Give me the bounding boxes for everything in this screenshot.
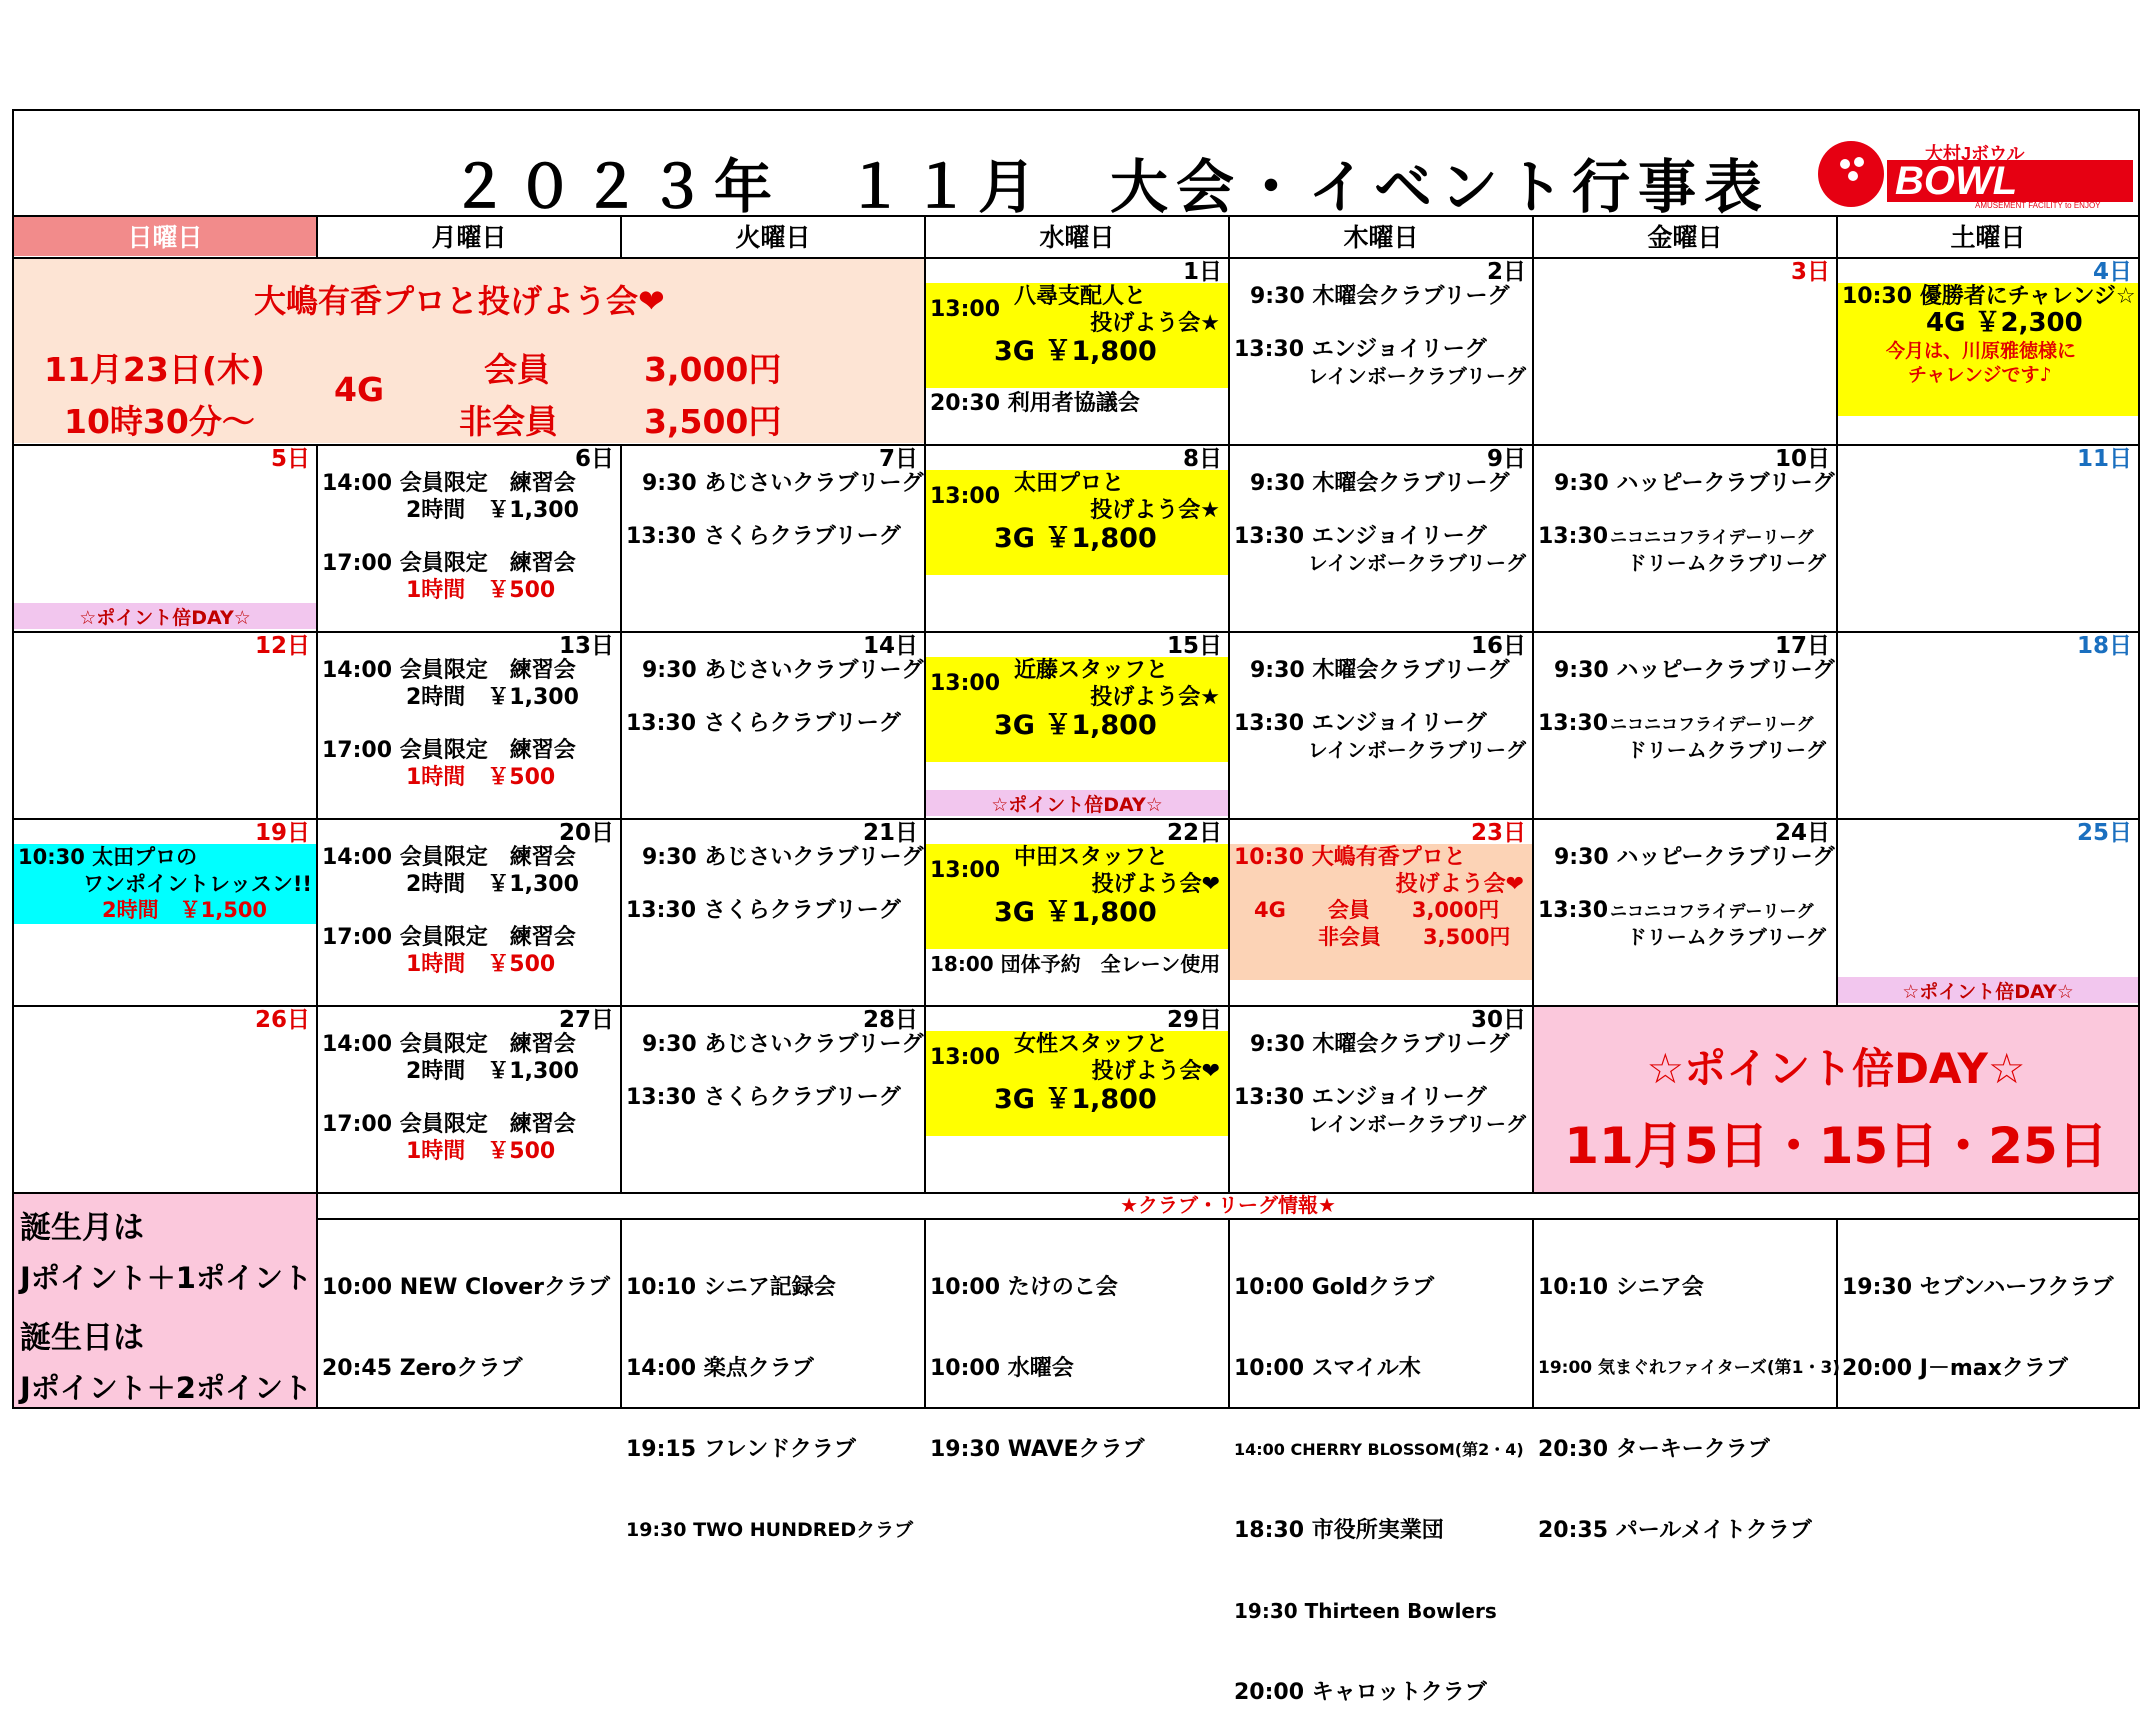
- list-item: 10:10 シニア記録会: [626, 1275, 836, 1300]
- list-item: 10:00 たけのこ会: [930, 1275, 1118, 1300]
- banner-nonmember-label: 非会員: [459, 402, 558, 441]
- day-cell-29: 29日 13:00 女性スタッフと 投げよう会❤ 3G ￥1,800: [930, 1007, 1222, 1115]
- day-cell-16: 16日 9:30 木曜会クラブリーグ 13:30 エンジョイリーグ レインボークラブリーグ: [1234, 633, 1526, 762]
- list-item: 19:30 Thirteen Bowlers: [1234, 1599, 1497, 1623]
- svg-text:大村Jボウル: 大村Jボウル: [1925, 144, 2025, 164]
- list-item: 18:30 市役所実業団: [1234, 1518, 1444, 1543]
- day-cell-3: 3日: [1790, 259, 1830, 285]
- day-cell-7: 7日 9:30 あじさいクラブリーグ 13:30 さくらクラブリーグ: [626, 446, 924, 549]
- banner-member-label: 会員: [484, 350, 550, 389]
- list-item: 10:00 Goldクラブ: [1234, 1275, 1435, 1300]
- club-list-saturday: [1842, 1220, 2114, 1409]
- list-item: 20:00 J－maxクラブ: [1842, 1356, 2068, 1381]
- day-cell-20: 20日 14:00 会員限定 練習会 2時間 ￥1,300 17:00 会員限定 練習会 1時間 ￥500: [322, 820, 614, 977]
- day-cell-26: 26日: [254, 1007, 310, 1033]
- day-cell-30: 30日 9:30 木曜会クラブリーグ 13:30 エンジョイリーグ レインボークラブリーグ: [1234, 1007, 1526, 1136]
- header-thursday: 木曜日: [1343, 223, 1419, 252]
- day-cell-27: 27日 14:00 会員限定 練習会 2時間 ￥1,300 17:00 会員限定 練習会 1時間 ￥500: [322, 1007, 614, 1164]
- club-header: ★クラブ・リーグ情報★: [1120, 1193, 1336, 1217]
- svg-text:AMUSEMENT FACILITY to ENJOY: AMUSEMENT FACILITY to ENJOY: [1975, 201, 2101, 210]
- list-item: 20:00 キャロットクラブ: [1234, 1680, 1487, 1705]
- list-item: 19:15 フレンドクラブ: [626, 1437, 856, 1462]
- banner-title: 大嶋有香プロと投げよう会❤: [254, 282, 665, 320]
- banner-date: 11月23日(木): [44, 350, 266, 389]
- day-cell-5: 5日: [270, 446, 310, 472]
- day-cell-25: 25日: [2076, 820, 2132, 846]
- list-item: 19:30 セブンハーフクラブ: [1842, 1275, 2114, 1300]
- header-saturday: 土曜日: [1950, 223, 2026, 252]
- day-cell-24: 24日 9:30 ハッピークラブリーグ 13:30 ニコニコフライデーリーグ ドリームクラブリーグ: [1538, 820, 1835, 949]
- bowl-logo: [1815, 138, 2135, 210]
- list-item: 10:00 NEW Cloverクラブ: [322, 1275, 610, 1300]
- day-cell-10: 10日 9:30 ハッピークラブリーグ 13:30 ニコニコフライデーリーグ ドリームクラブリーグ: [1538, 446, 1835, 575]
- page-title: ２０２３年 １１月 大会・イベント行事表: [450, 153, 1771, 221]
- club-list-wednesday: [930, 1220, 1145, 1490]
- banner-time: 10時30分～: [64, 402, 255, 441]
- list-item: 20:35 パールメイトクラブ: [1538, 1518, 1812, 1543]
- birthday-l1: 誕生月は: [20, 1210, 144, 1246]
- day-cell-15: 15日 13:00 近藤スタッフと 投げよう会★ 3G ￥1,800: [930, 633, 1222, 741]
- list-item: 10:00 水曜会: [930, 1356, 1074, 1381]
- day-cell-28: 28日 9:30 あじさいクラブリーグ 13:30 さくらクラブリーグ: [626, 1007, 924, 1110]
- banner-nonmember-price: 3,500円: [644, 402, 782, 441]
- day-cell-11: 11日: [2076, 446, 2132, 472]
- list-item: 14:00 CHERRY BLOSSOM(第2・4): [1234, 1440, 1524, 1459]
- point-box-line2: 11月5日・15日・25日: [1564, 1117, 2108, 1175]
- day-cell-2: 2日 9:30 木曜会クラブリーグ 13:30 エンジョイリーグ レインボークラブリーグ: [1234, 259, 1526, 388]
- point-box-line1: ☆ポイント倍DAY☆: [1646, 1044, 2026, 1093]
- club-list-friday: [1538, 1220, 1840, 1571]
- list-item: 10:10 シニア会: [1538, 1275, 1704, 1300]
- banner-member-price: 3,000円: [644, 350, 782, 389]
- list-item: 19:30 WAVEクラブ: [930, 1437, 1145, 1462]
- day-cell-12: 12日: [254, 633, 310, 659]
- day-cell-13: 13日 14:00 会員限定 練習会 2時間 ￥1,300 17:00 会員限定 練習会 1時間 ￥500: [322, 633, 614, 790]
- day-cell-1: 1日 13:00 八尋支配人と 投げよう会★ 3G ￥1,800 20:30 利用者協議会: [930, 259, 1222, 416]
- club-list-thursday: [1234, 1220, 1524, 1733]
- header-wednesday: 水曜日: [1039, 223, 1115, 252]
- day-cell-9: 9日 9:30 木曜会クラブリーグ 13:30 エンジョイリーグ レインボークラブリーグ: [1234, 446, 1526, 575]
- day-cell-17: 17日 9:30 ハッピークラブリーグ 13:30 ニコニコフライデーリーグ ドリームクラブリーグ: [1538, 633, 1835, 762]
- day-cell-4: 4日 10:30 優勝者にチャレンジ☆ 4G ￥2,300 今月は、川原雅徳様に チャレンジです♪: [1842, 259, 2136, 386]
- list-item: 14:00 楽点クラブ: [626, 1356, 814, 1381]
- list-item: 20:30 ターキークラブ: [1538, 1437, 1770, 1462]
- header-sunday: 日曜日: [14, 216, 316, 256]
- club-list-tuesday: [626, 1220, 913, 1571]
- birthday-l3: 誕生日は: [20, 1320, 144, 1356]
- header-tuesday: 火曜日: [735, 223, 811, 252]
- birthday-l2: Jポイント＋1ポイント: [20, 1261, 312, 1295]
- banner-games: 4G: [334, 370, 385, 409]
- birthday-l4: Jポイント＋2ポイント: [20, 1371, 312, 1405]
- svg-text:BOWL: BOWL: [1895, 159, 2018, 203]
- day-cell-8: 8日 13:00 太田プロと 投げよう会★ 3G ￥1,800: [930, 446, 1222, 554]
- day-cell-14: 14日 9:30 あじさいクラブリーグ 13:30 さくらクラブリーグ: [626, 633, 924, 736]
- day-cell-19: 19日 10:30 太田プロの ワンポイントレッスン!! 2時間 ￥1,500: [18, 820, 312, 922]
- list-item: 19:30 TWO HUNDREDクラブ: [626, 1519, 914, 1541]
- point-day-bar-25: ☆ポイント倍DAY☆: [1838, 977, 2138, 1003]
- club-list-monday: [322, 1220, 610, 1409]
- point-day-bar-15: ☆ポイント倍DAY☆: [926, 790, 1228, 816]
- day-cell-21: 21日 9:30 あじさいクラブリーグ 13:30 さくらクラブリーグ: [626, 820, 924, 923]
- header-monday: 月曜日: [431, 223, 507, 252]
- list-item: 19:00 気まぐれファイターズ(第1・3): [1538, 1358, 1841, 1378]
- day-cell-23: 23日 10:30 大嶋有香プロと 投げよう会❤ 4G 会員 3,000円 非会員 3,500円: [1234, 820, 1526, 949]
- banner-event: [14, 258, 924, 443]
- list-item: 20:45 Zeroクラブ: [322, 1356, 523, 1381]
- list-item: 10:00 スマイル木: [1234, 1356, 1421, 1381]
- day-cell-22: 22日 13:00 中田スタッフと 投げよう会❤ 3G ￥1,800 18:00 団体予約 全レーン使用: [930, 820, 1222, 976]
- day-cell-18: 18日: [2076, 633, 2132, 659]
- point-day-bar-5: ☆ポイント倍DAY☆: [14, 603, 316, 629]
- day-cell-6: 6日 14:00 会員限定 練習会 2時間 ￥1,300 17:00 会員限定 練習会 1時間 ￥500: [322, 446, 614, 603]
- header-friday: 金曜日: [1647, 223, 1723, 252]
